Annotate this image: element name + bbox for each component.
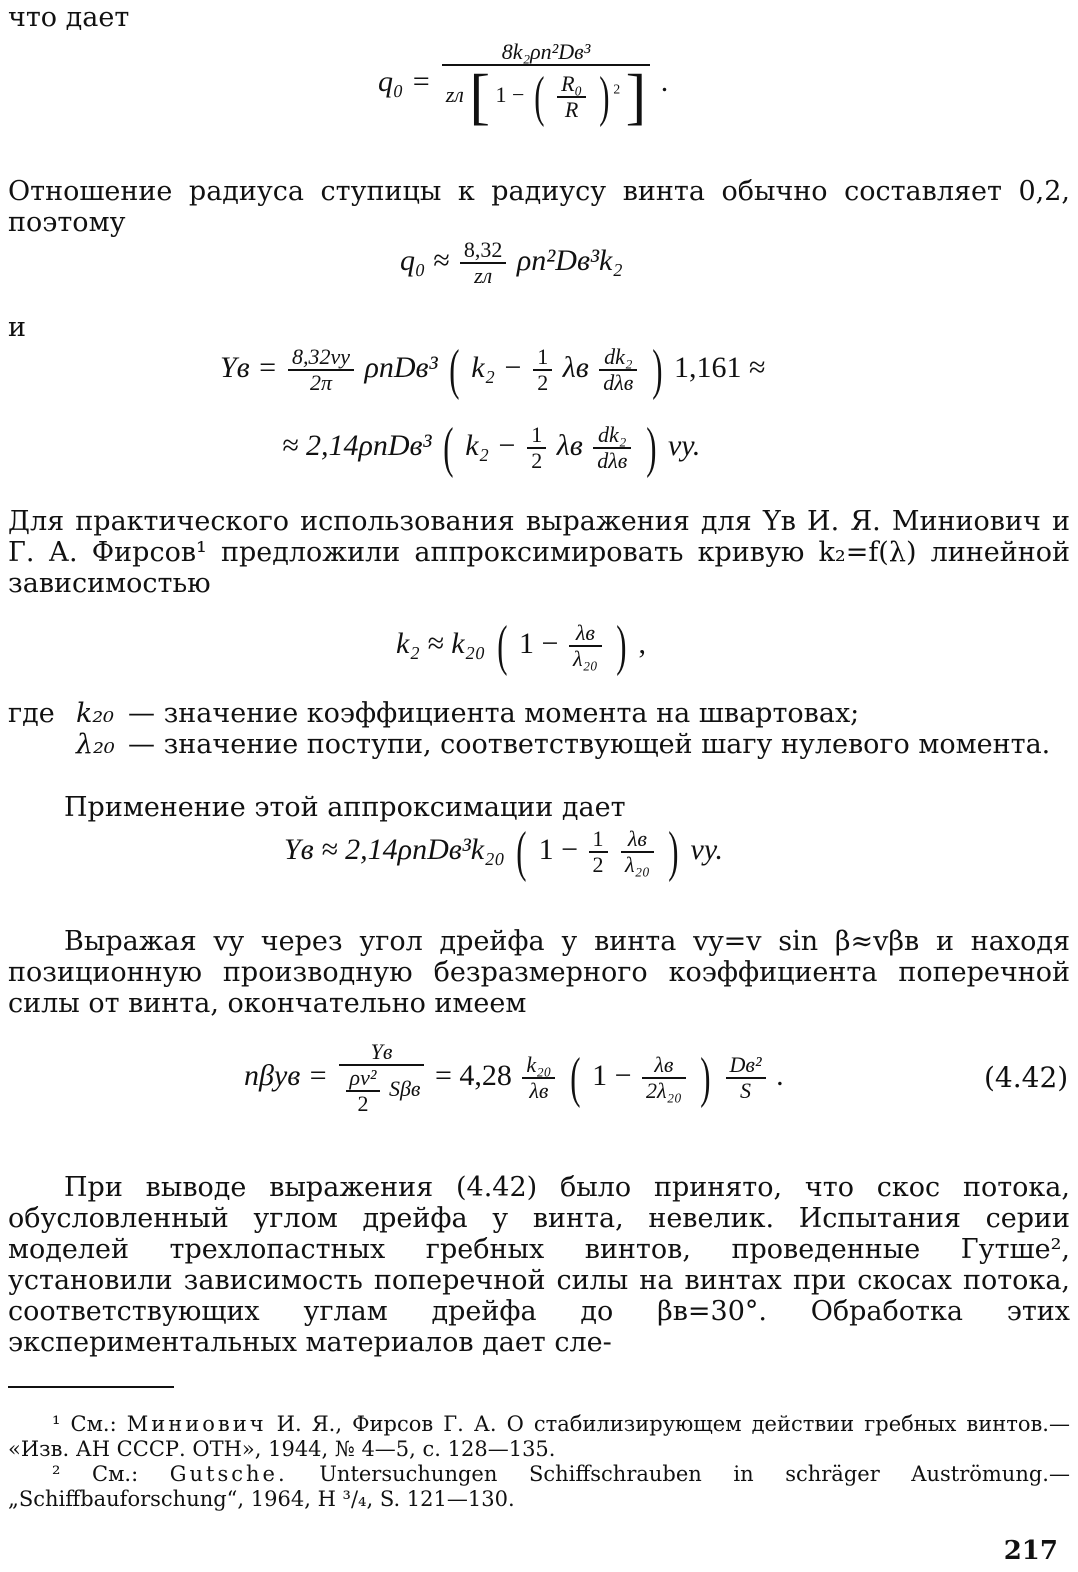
eq3-half bbox=[533, 345, 552, 395]
definition-k20-text: — значение коэффициента момента на швартовах; bbox=[128, 698, 860, 729]
footnote-1-mark: ¹ bbox=[52, 1412, 61, 1436]
eq6-left-paren: ( bbox=[516, 821, 527, 883]
eq1-denominator bbox=[442, 63, 651, 132]
eq7-d2: Dв² bbox=[726, 1053, 766, 1079]
eq3-half-num: 1 bbox=[533, 345, 552, 371]
eq6-half-num: 1 bbox=[589, 827, 608, 853]
eq7-k-fraction bbox=[522, 1053, 555, 1103]
footnote-separator bbox=[8, 1386, 174, 1388]
eq5-right-paren: ) bbox=[616, 615, 627, 677]
paragraph-miniovich: Для практического использования выражения для Yв И. Я. Миниович и Г. А. Фирсов¹ предложили аппроксимировать кривую k₂=f(λ) линейной зависимостью bbox=[8, 506, 1070, 599]
eq3-half-den: 2 bbox=[537, 370, 549, 395]
eq1-exponent: 2 bbox=[613, 81, 621, 97]
eq4-dk: dk₂ bbox=[593, 423, 631, 449]
intro-text: что дает bbox=[8, 2, 130, 33]
paragraph-drift-angle: Выражая vy через угол дрейфа у винта vy=v sin β≈vβв и находя позиционную производную безразмерного коэффициента поперечной силы от винта, окончательно имеем bbox=[8, 926, 1070, 1019]
eq2-lhs: q₀ ≈ bbox=[400, 244, 450, 278]
eq4-half-den: 2 bbox=[531, 448, 543, 473]
eq6-right-paren: ) bbox=[668, 821, 679, 883]
footnote-2-mark: ² bbox=[52, 1462, 61, 1486]
eq1-fraction bbox=[442, 39, 651, 132]
eq1-right-paren: ) bbox=[598, 66, 610, 129]
eq7-main-fraction bbox=[339, 1040, 425, 1117]
footnote-2-author: Gutsche. bbox=[169, 1462, 288, 1486]
definition-where: где bbox=[8, 698, 55, 729]
eq7-s-beta: Sβв bbox=[388, 1076, 421, 1102]
eq4-tail: vy. bbox=[667, 428, 701, 462]
eq7-denominator bbox=[339, 1066, 425, 1116]
eq7-lhs: nβyв = bbox=[244, 1059, 329, 1093]
footnote-1-author: Миниович bbox=[126, 1412, 267, 1436]
eq5-one-minus: 1 − bbox=[519, 626, 559, 660]
paragraph-gutsche: При выводе выражения (4.42) было принято, что скос потока, обусловленный углом дрейфа у винта, невелик. Испытания серии моделей трехлопастных гребных винтов, проведенные Гутше², установили зависимость поперечной силы на винтах при скосах потока, соответствующих углам дрейфа до βв=30°. Обработка этих экспериментальных материалов дает сле- bbox=[8, 1172, 1070, 1358]
eq5-denominator: λ₂₀ bbox=[572, 646, 598, 671]
eq1-period: . bbox=[660, 64, 669, 98]
equation-n-beta bbox=[244, 1040, 784, 1117]
eq7-numerator: Yв bbox=[339, 1040, 425, 1066]
eq6-denominator: λ₂₀ bbox=[625, 852, 650, 877]
eq6-numerator: λв bbox=[621, 827, 654, 853]
eq2-numerator: 8,32 bbox=[460, 238, 507, 264]
eq3-numerator: 8,32vy bbox=[288, 345, 354, 371]
eq3-tail: 1,161 ≈ bbox=[673, 350, 766, 384]
eq7-lambda-den: 2λ₂₀ bbox=[646, 1078, 682, 1104]
eq4-lhs: ≈ 2,14ρnDв³ bbox=[282, 428, 432, 462]
eq4-dlambda: dλв bbox=[597, 448, 628, 473]
eq4-right-paren: ) bbox=[645, 417, 657, 479]
eq7-right-paren: ) bbox=[700, 1047, 711, 1110]
eq5-fraction bbox=[569, 621, 602, 671]
eq1-left-paren: ( bbox=[534, 66, 545, 129]
eq2-denominator: zл bbox=[474, 263, 493, 289]
eq6-fraction bbox=[621, 827, 654, 877]
footnote-2-prefix: См.: bbox=[92, 1462, 139, 1486]
paragraph-application: Применение этой аппроксимации дает bbox=[64, 792, 626, 823]
paragraph-hub-ratio: Отношение радиуса ступицы к радиусу винта обычно составляет 0,2, поэтому bbox=[8, 176, 1070, 238]
equation-number: (4.42) bbox=[984, 1061, 1069, 1094]
footnote-1-prefix: См.: bbox=[70, 1412, 117, 1436]
eq1-left-bracket: [ bbox=[469, 63, 490, 132]
definition-lambda20-term: λ₂₀ bbox=[76, 729, 115, 760]
eq6-half-den: 2 bbox=[592, 852, 604, 877]
eq7-one-minus: 1 − bbox=[592, 1059, 632, 1093]
eq1-numerator: 8k₂ρn²Dв³ bbox=[442, 40, 651, 66]
conjunction-and: и bbox=[8, 312, 26, 343]
eq1-one-minus: 1 − bbox=[495, 82, 525, 108]
eq7-s: S bbox=[740, 1078, 752, 1104]
eq3-dlambda: dλв bbox=[603, 370, 634, 395]
eq4-left-paren: ( bbox=[443, 417, 454, 479]
eq4-half bbox=[527, 423, 546, 473]
eq7-coefficient: = 4,28 bbox=[434, 1059, 512, 1093]
eq1-r-fraction bbox=[557, 72, 586, 122]
eq7-rho-v2: ρv² bbox=[346, 1066, 381, 1092]
footnote-1-text: И. Я., Фирсов Г. А. О стабилизирующем действии гребных винтов.— «Изв. АН СССР. ОТН», 1944, № 4—5, с. 128—135. bbox=[8, 1412, 1070, 1461]
eq1-zl: zл bbox=[445, 82, 464, 108]
eq5-lhs: k₂ ≈ k₂₀ bbox=[396, 626, 486, 660]
eq3-k2: k₂ − bbox=[471, 350, 523, 384]
eq2-rest: ρn²Dв³k₂ bbox=[516, 244, 623, 278]
eq7-left-paren: ( bbox=[570, 1047, 581, 1110]
eq3-lambda: λв bbox=[562, 350, 589, 384]
footnote-1 bbox=[8, 1412, 1070, 1462]
page-number: 217 bbox=[1003, 1536, 1058, 1566]
eq7-lambda: λв bbox=[529, 1078, 549, 1104]
footnote-2 bbox=[8, 1462, 1070, 1512]
eq2-fraction bbox=[460, 238, 507, 288]
eq5-left-paren: ( bbox=[497, 615, 508, 677]
eq7-d-fraction bbox=[726, 1053, 766, 1103]
definition-lambda20-text: — значение поступи, соответствующей шагу нулевого момента. bbox=[128, 729, 1051, 760]
eq5-tail: , bbox=[638, 626, 646, 660]
eq7-tail: . bbox=[776, 1059, 784, 1093]
eq7-two: 2 bbox=[357, 1091, 369, 1117]
eq1-right-bracket: ] bbox=[625, 63, 647, 132]
eq7-k20: k₂₀ bbox=[522, 1053, 555, 1079]
eq4-half-num: 1 bbox=[527, 423, 546, 449]
eq1-r0: R₀ bbox=[557, 72, 586, 98]
eq7-lambda-fraction bbox=[642, 1053, 686, 1103]
eq7-lambda-num: λв bbox=[642, 1053, 686, 1079]
eq6-one-minus: 1 − bbox=[538, 832, 579, 866]
footnote-2-text: Untersuchungen Schiffschrauben in schräger Auströmung.— „Schiffbauforschung“, 1964, H ³/₄, S. 121—130. bbox=[8, 1462, 1070, 1511]
eq3-fraction bbox=[288, 345, 354, 395]
eq4-lambda: λв bbox=[556, 428, 583, 462]
eq4-k2: k₂ − bbox=[465, 428, 517, 462]
equation-k2-linear bbox=[396, 615, 646, 677]
eq1-r: R bbox=[564, 97, 579, 123]
equation-q0-exact bbox=[378, 39, 669, 132]
equation-yb-approx bbox=[284, 821, 723, 883]
eq5-numerator: λв bbox=[569, 621, 602, 647]
eq3-left-paren: ( bbox=[449, 339, 460, 401]
equation-yb-line2 bbox=[282, 417, 701, 479]
equation-q0-approx bbox=[400, 238, 623, 288]
eq3-right-paren: ) bbox=[652, 339, 663, 401]
eq3-dk: dk₂ bbox=[599, 345, 637, 371]
eq1-lhs: q₀ = bbox=[378, 64, 432, 98]
eq3-denominator: 2π bbox=[309, 370, 332, 395]
eq6-lhs: Yв ≈ 2,14ρnDв³k₂₀ bbox=[284, 832, 505, 866]
eq3-mid: ρnDв³ bbox=[364, 350, 438, 384]
eq6-tail: vy. bbox=[690, 832, 723, 866]
eq3-derivative bbox=[599, 345, 637, 395]
definition-k20-term: k₂₀ bbox=[76, 698, 115, 729]
eq3-lhs: Yв = bbox=[220, 350, 278, 384]
equation-yb-line1 bbox=[220, 339, 766, 401]
eq7-rho-fraction bbox=[346, 1066, 381, 1116]
eq6-half bbox=[589, 827, 608, 877]
eq4-derivative bbox=[593, 423, 631, 473]
